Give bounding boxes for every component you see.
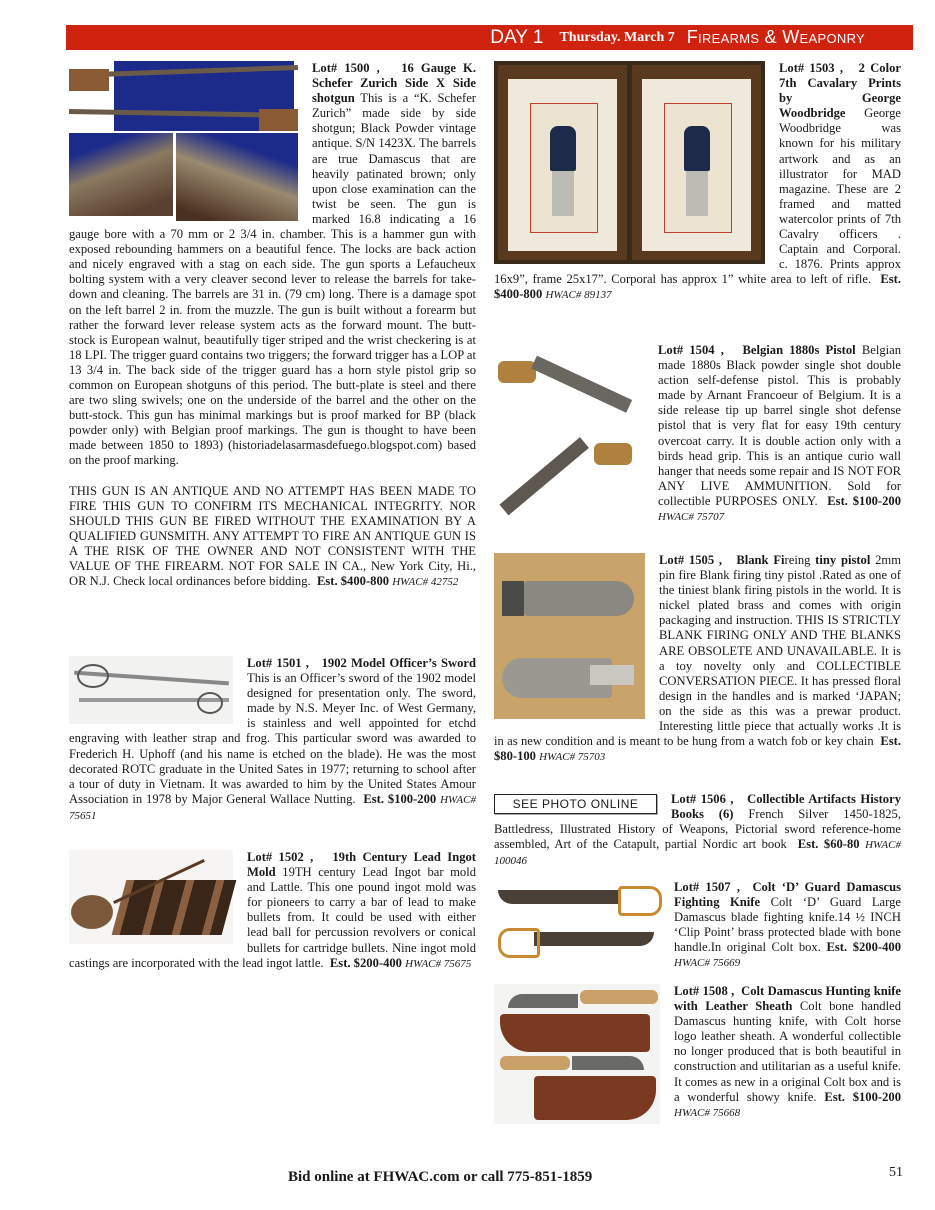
lot-1505 [494, 553, 901, 765]
hunting-knife-photo [494, 984, 660, 1124]
lot-1508 [494, 984, 901, 1126]
shotgun-photo [69, 61, 298, 216]
lot-1501 [69, 656, 476, 824]
lot-estimate: Est. $80-100 [494, 734, 902, 764]
lot-estimate: Est. $200-400 [826, 940, 901, 955]
tiny-pistol-photo [494, 553, 645, 719]
lot-hwac-number: HWAC# 75675 [405, 957, 472, 970]
lot-estimate: Est. $60-80 [797, 837, 860, 852]
lot-description: Colt ‘D’ Guard Large Damascus blade fighting knife.14 ½ INCH ‘Clip Point’ brass protected blade with bone handle.In original Colt box. [674, 895, 902, 955]
lot-description: French Silver 1450-1825, Battledress, Illustrated History of Weapons, Pictorial sword reference-home assembled, Art of the Catapult, partial Nordic art book [494, 807, 901, 852]
lot-title-part: reing [784, 553, 811, 567]
lot-description: This is a “K. Schefer Zurich” made side by side shotgun; Black Powder vintage antique. S/N 1423X. The barrels are true Damascus that are heavily patinated brown; only upon close examination can the twist be seen. The gun is marked 16.8 indicating a 16 gauge bore with a 70 mm or 2 3/4 in. chamber. This is a hammer gun with exposed rebounding hammers on a beautiful fence. The locks are back action and nicely engraved with a stag on each side. The gun sports a Lefaucheux bolting system with a very cleaver second lever to release the barrels for take-down and cleaning. The barrels are 31 in. (79 cm) long. There is a damage spot on the left barrel 2 in. from the muzzle. The gun is built without a forearm but rather the forward lever release system acts as the forward mount. The butt-stock is European walnut, beautifully tiger striped and the wrist checkering is at 18 LPI. The trigger guard contains two triggers; the forward trigger has a LOP at 13 3/4 in. The back side of the trigger guard has a horn style pistol grip so common on European shotguns of this period. The butt-plate is steel and there are two sling swivels; one on the underside of the barrel and the other on the butt-stock. This gun has minimal markings but is proof marked for BP (black powder only) with Belgian proof markings. The gun is thought to have been made between 1850 to 1893) (historiadelasarmasdefuego.blogspot.com) based on the proof marking. [69, 91, 477, 468]
lot-hwac-number: HWAC# 89137 [545, 289, 612, 302]
page-number: 51 [889, 1165, 903, 1180]
lot-description: Belgian made 1880s Black powder single shot double action self-defense pistol. This is probably made by Arnant Francoeur of Belgium. It is a side release tip up barrel single shot defense pistol that is very flat for easy 19th century overcoat carry. It is double action only with a birds head grip. This is an antique curio wall hanger that needs some repair and IS NOT FOR ANY LIVE AMMUNITION. Sold for collectible PURPOSES ONLY. [658, 343, 901, 508]
lot-description: 2mm pin fire Blank firing tiny pistol .Rated as one of the tiniest blank firing pistols in the world. It is nickel plated brass and comes with origin packaging and instruction. THIS IS STRICTLY BLANK FIRING ONLY AND THE BLANKS ARE OBSOLETE AND UNAVAILABLE. It is a toy novelty only and COLLECTIBLE CONVERSATION PIECE. It has pressed floral design in the handles and is marked ‘JAPAN; on the side as this was a prewar product. Interesting little piece that actually works .It is in as new condition and is meant to be hung from a watch fob or key chain [494, 553, 901, 749]
section-header-bar [66, 25, 913, 50]
lot-estimate: Est. $100-200 [824, 1089, 901, 1104]
lot-1500 [69, 61, 476, 590]
lot-title: Collectible Artifacts History Books (6) [671, 792, 901, 822]
lot-1506 [494, 792, 901, 869]
section-title: Firearms & Weaponry [686, 27, 865, 47]
lot-number: Lot# 1508 , [674, 984, 735, 998]
lot-number: Lot# 1500 , [312, 61, 380, 75]
sword-photo [69, 656, 233, 724]
day-label: DAY 1 [490, 26, 544, 48]
lot-title: Belgian 1880s Pistol [742, 343, 856, 357]
lot-title: 19th Century Lead Ingot Mold [247, 850, 476, 880]
lot-hwac-number: HWAC# 75703 [539, 751, 606, 764]
lot-estimate: Est. $100-200 [363, 791, 437, 806]
lot-number: Lot# 1501 , [247, 656, 309, 670]
lot-title: 1902 Model Officer’s Sword [321, 656, 476, 670]
lot-hwac-number: HWAC# 100046 [494, 839, 901, 868]
ingot-mold-photo [69, 850, 233, 944]
lot-title: Colt Damascus Hunting knife with Leather Sheath [674, 984, 902, 1014]
lot-estimate: Est. $100-200 [827, 493, 901, 508]
lot-title: Colt ‘D’ Guard Damascus Fighting Knife [674, 880, 902, 910]
lot-number: Lot# 1505 , [659, 553, 723, 567]
lot-hwac-number: HWAC# 75707 [658, 511, 725, 524]
fighting-knife-photo [494, 880, 660, 962]
lot-number: Lot# 1502 , [247, 850, 314, 864]
lot-number: Lot# 1507 , [674, 880, 740, 894]
lot-number: Lot# 1506 , [671, 792, 734, 806]
lot-number: Lot# 1504 , [658, 343, 724, 357]
lot-hwac-number: HWAC# 42752 [392, 576, 459, 589]
lot-1503 [494, 61, 901, 304]
lot-title: 2 Color 7th Cavalary Prints by George Woodbridge [779, 61, 901, 121]
lot-description: 19TH century Lead Ingot bar mold and Lattle. This one pound ingot mold was for pioneers to carry a bar of lead to make bullets from. It could be used with either lead ball for percussion revolvers or conical bullets for cartridge bullets. Nine ingot mold castings are incorporated with the lead ingot lattle. [69, 865, 476, 970]
lot-1504 [494, 343, 901, 525]
lot-hwac-number: HWAC# 75669 [674, 957, 741, 970]
footer-bid-online: Bid online at FHWAC.com or call 775-851-1859 [288, 1169, 593, 1185]
lot-description: George Woodbridge was known for his military artwork and as an illustrator for MAD magazine. These are 2 framed and matted watercolor prints of 7th Cavalry officers . Captain and Corporal. c. 1876. Prints approx 16x9”, frame 25x17”. Corporal has approx 1” white area to left of rifle. [494, 106, 901, 287]
lot-title: 16 Gauge K. Schefer Zurich Side X Side shotgun [312, 61, 476, 106]
lot-title-part: Blank Fi [736, 553, 785, 567]
framed-prints-photo [494, 61, 765, 264]
lot-number: Lot# 1503 , [779, 61, 843, 75]
lot-hwac-number: HWAC# 75651 [69, 793, 476, 822]
belgian-pistol-photo [494, 343, 644, 513]
lot-disclaimer: THIS GUN IS AN ANTIQUE AND NO ATTEMPT HAS BEEN MADE TO FIRE THIS GUN TO CONFIRM ITS MECHANICAL INTEGRITY. NOR SHOULD THIS GUN BE FIRED WITHOUT THE EXAMINATION BY A QUALIFIED GUNSMITH. ANY ATTEMPT TO FIRE AN ANTIQUE GUN IS A THE RISK OF THE OWNER AND NOT CONSISTENT WITH THE VALUE OF THE FIREARM. NOT FOR SALE IN CA., New York City, Hi., OR N.J. Check local ordinances before bidding. [69, 483, 476, 589]
lot-estimate: Est. $400-800 [316, 574, 390, 589]
lot-estimate: Est. $200-400 [329, 955, 402, 970]
lot-estimate: Est. $400-800 [494, 272, 901, 302]
lot-title-part: tiny pistol [810, 553, 871, 567]
lot-1502 [69, 850, 476, 972]
lot-hwac-number: HWAC# 75668 [674, 1106, 741, 1119]
see-photo-online-badge: SEE PHOTO ONLINE [494, 794, 657, 814]
lot-description: Colt bone handled Damascus hunting knife, with Colt horse logo leather sheath. A wonderful collectible no longer produced that is both beautiful in construction and utilitarian as a useful knife. It comes as new in a original Colt box and is a wonderful showy knife. [674, 999, 901, 1104]
lot-description: This is an Officer’s sword of the 1902 model designed for presentation only. The sword, made by N.S. Meyer Inc. of West Germany, is stainless and well appointed for etchd engraving with leather strap and frog. This particular sword was awarded to Frederich H. Uphoff (and his name is etched on the blade). He was the most decorated ROTC graduate in the United Sates in 1977; returning to school after a tour of duty in Vietnam. It was awarded to him by the United States Amour Association in 1978 by Major General Wallace Nutting. [69, 671, 476, 806]
date-label: Thursday. March 7 [559, 29, 675, 45]
lot-1507 [494, 880, 901, 972]
